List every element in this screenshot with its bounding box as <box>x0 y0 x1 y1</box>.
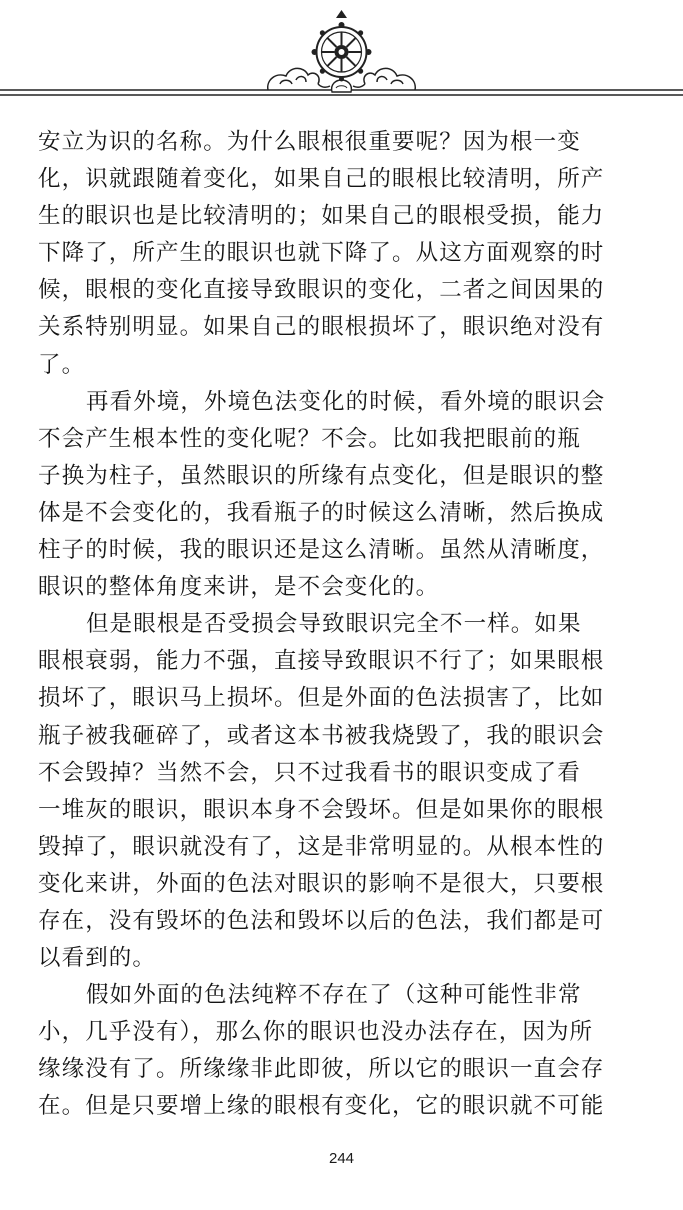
paragraph <box>38 977 650 1125</box>
text-line: 不会产生根本性的变化呢？不会。比如我把眼前的瓶 <box>38 425 581 452</box>
text-line: 体是不会变化的，我看瓶子的时候这么清晰，然后换成 <box>38 499 605 526</box>
text-line: 损坏了，眼识马上损坏。但是外面的色法损害了，比如 <box>38 685 605 712</box>
text-line: 以看到的。 <box>38 945 157 972</box>
text-line: 毁掉了，眼识就没有了，这是非常明显的。从根本性的 <box>38 833 605 860</box>
text-line: 瓶子被我砸碎了，或者这本书被我烧毁了，我的眼识会 <box>38 722 605 749</box>
dharma-wheel-icon <box>312 10 372 92</box>
text-line: 子换为柱子，虽然眼识的所缘有点变化，但是眼识的整 <box>38 462 605 489</box>
text-line: 眼识的整体角度来讲，是不会变化的。 <box>38 574 440 601</box>
text-line: 柱子的时候，我的眼识还是这么清晰。虽然从清晰度， <box>38 537 605 564</box>
text-line: 假如外面的色法纯粹不存在了（这种可能性非常 <box>86 982 582 1009</box>
text-line: 下降了，所产生的眼识也就下降了。从这方面观察的时 <box>38 240 605 267</box>
paragraph <box>38 606 650 977</box>
text-line: 在。但是只要增上缘的眼根有变化，它的眼识就不可能 <box>38 1093 605 1120</box>
text-line: 存在，没有毁坏的色法和毁坏以后的色法，我们都是可 <box>38 907 605 934</box>
paragraph <box>38 384 650 607</box>
text-line: 小，几乎没有），那么你的眼识也没办法存在，因为所 <box>38 1019 594 1046</box>
text-line: 眼根衰弱，能力不强，直接导致眼识不行了；如果眼根 <box>38 648 605 675</box>
text-line: 再看外境，外境色法变化的时候，看外境的眼识会 <box>86 388 606 415</box>
text-line: 一堆灰的眼识，眼识本身不会毁坏。但是如果你的眼根 <box>38 796 605 823</box>
text-line: 但是眼根是否受损会导致眼识完全不一样。如果 <box>86 611 582 638</box>
page-header-ornament <box>0 0 683 105</box>
text-line: 安立为识的名称。为什么眼根很重要呢？因为根一变 <box>38 129 581 155</box>
body-text <box>38 124 650 1126</box>
text-line: 生的眼识也是比较清明的；如果自己的眼根受损，能力 <box>38 203 605 230</box>
text-line: 候，眼根的变化直接导致眼识的变化，二者之间因果的 <box>38 277 605 304</box>
text-line: 关系特别明显。如果自己的眼根损坏了，眼识绝对没有 <box>38 314 605 341</box>
text-line: 了。 <box>38 351 86 378</box>
page-number: 244 <box>328 1150 355 1167</box>
text-line: 变化来讲，外面的色法对眼识的影响不是很大，只要根 <box>38 870 605 897</box>
paragraph <box>38 124 650 384</box>
text-line: 化，识就跟随着变化，如果自己的眼根比较清明，所产 <box>38 166 605 193</box>
text-line: 缘缘没有了。所缘缘非此即彼，所以它的眼识一直会存 <box>38 1056 605 1083</box>
header-decoration <box>0 0 683 105</box>
text-line: 不会毁掉？当然不会，只不过我看书的眼识变成了看 <box>38 759 581 786</box>
